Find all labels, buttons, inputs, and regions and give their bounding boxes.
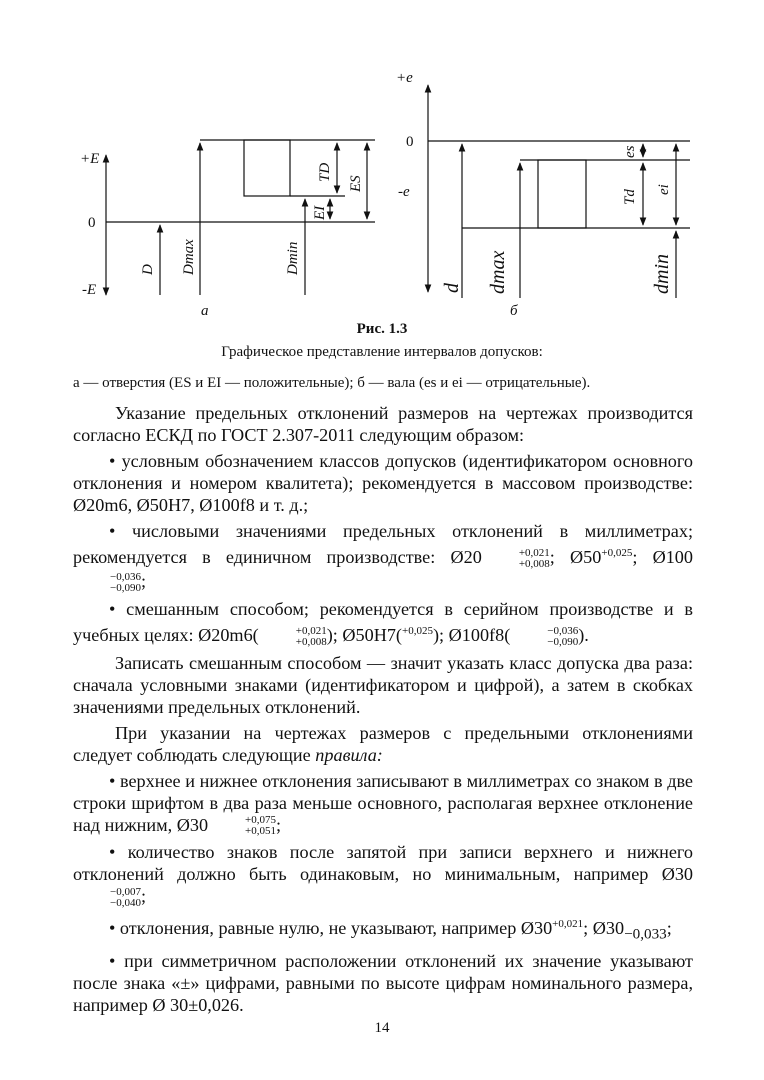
rule-two-lines: • верхнее и нижнее отклонения записывают в миллиметрах со знаком в две строки шрифтом в два раза меньше основного, располагая верхнее отклонение над нижним, Ø30 +0,075 +0,051 ; [73,770,693,838]
label-Td: Td [622,189,638,205]
rule-symmetric: • при симметричном расположении отклонений их значение указывают после знака «±» цифрами, равными по высоте цифрам номинального размера, например Ø 30±0,026. [73,950,693,1015]
rule-decimal-places: • количество знаков после запятой при записи верхнего и нижнего отклонений должно быть одинаковым, но минимальным, например Ø30 −0,007 −0,040 ; [73,842,694,910]
shaft-tolerance-field [538,160,586,228]
label-EI: EI [312,205,328,220]
bullet-symbols: • условным обозначением классов допусков (идентификатором основного отклонения и номером квалитета); рекомендуется в массовом производстве: Ø20m6, Ø50H7, Ø100f8 и т. д.; [73,451,693,515]
axis-zero-a: 0 [88,215,96,231]
sublabel-b: б [510,303,518,319]
rule-zero-deviation: • отклонения, равные нулю, не указывают, например $Ø30^{+0,021}$; $Ø30_{-0,033}$; [109,918,672,943]
axis-minus-E: -E [82,282,97,298]
axis-minus-e: -e [398,184,410,200]
label-dmax: dmax [487,250,509,294]
page-number: 14 [374,1020,390,1036]
hole-tolerance-field [244,140,290,196]
body-text [73,402,693,1020]
paragraph-intro: Указание предельных отклонений размеров на чертежах производится согласно ЕСКД по ГОСТ 2.307-2011 следующим образом: [73,403,693,445]
axis-plus-E: +E [80,151,100,167]
label-ei: ei [656,184,672,195]
axis-plus-e: +e [396,70,413,86]
bullet-numeric: • числовыми значениями предельных отклонений в миллиметрах; рекомендуется в единичном производстве: Ø20 +0,021 +0,008 ; $Ø50^{+0,025}$; Ø100 −0,036 −0,090 ; [73,521,693,594]
label-Dmax: Dmax [181,239,197,275]
axis-zero-b: 0 [406,134,414,150]
figure-caption-legend: а — отверстия (ES и EI — положительные); б — вала (es и ei — отрицательные). [73,375,591,391]
paragraph-rules-intro: При указании на чертежах размеров с предельными отклонениями следует соблюдать следующие правила: [73,722,693,765]
label-TD: TD [317,162,333,182]
tolerance-diagram [0,0,764,330]
figure-caption-title: Рис. 1.3 [356,321,408,337]
label-D: D [140,264,156,275]
sublabel-a: а [201,303,209,319]
figure-caption-subtitle: Графическое представление интервалов допусков: [221,344,543,360]
bullet-mixed: • смешанным способом; рекомендуется в серийном производстве и в учебных целях: Ø20m6( +0,021 +0,008 ); Ø50H7($^{+0,025}$); Ø100f8( −0,036 −0,090 ). [73,598,693,648]
label-d: d [441,283,463,293]
label-es: es [622,145,638,158]
label-Dmin: Dmin [285,241,301,275]
label-dmin: dmin [651,254,673,294]
label-ES: ES [348,175,364,192]
paragraph-mixed-explained: Записать смешанным способом — значит указать класс допуска два раза: сначала условными знаками (идентификатором и цифрой), а затем в скобках значениями предельных отклонений. [73,652,693,717]
